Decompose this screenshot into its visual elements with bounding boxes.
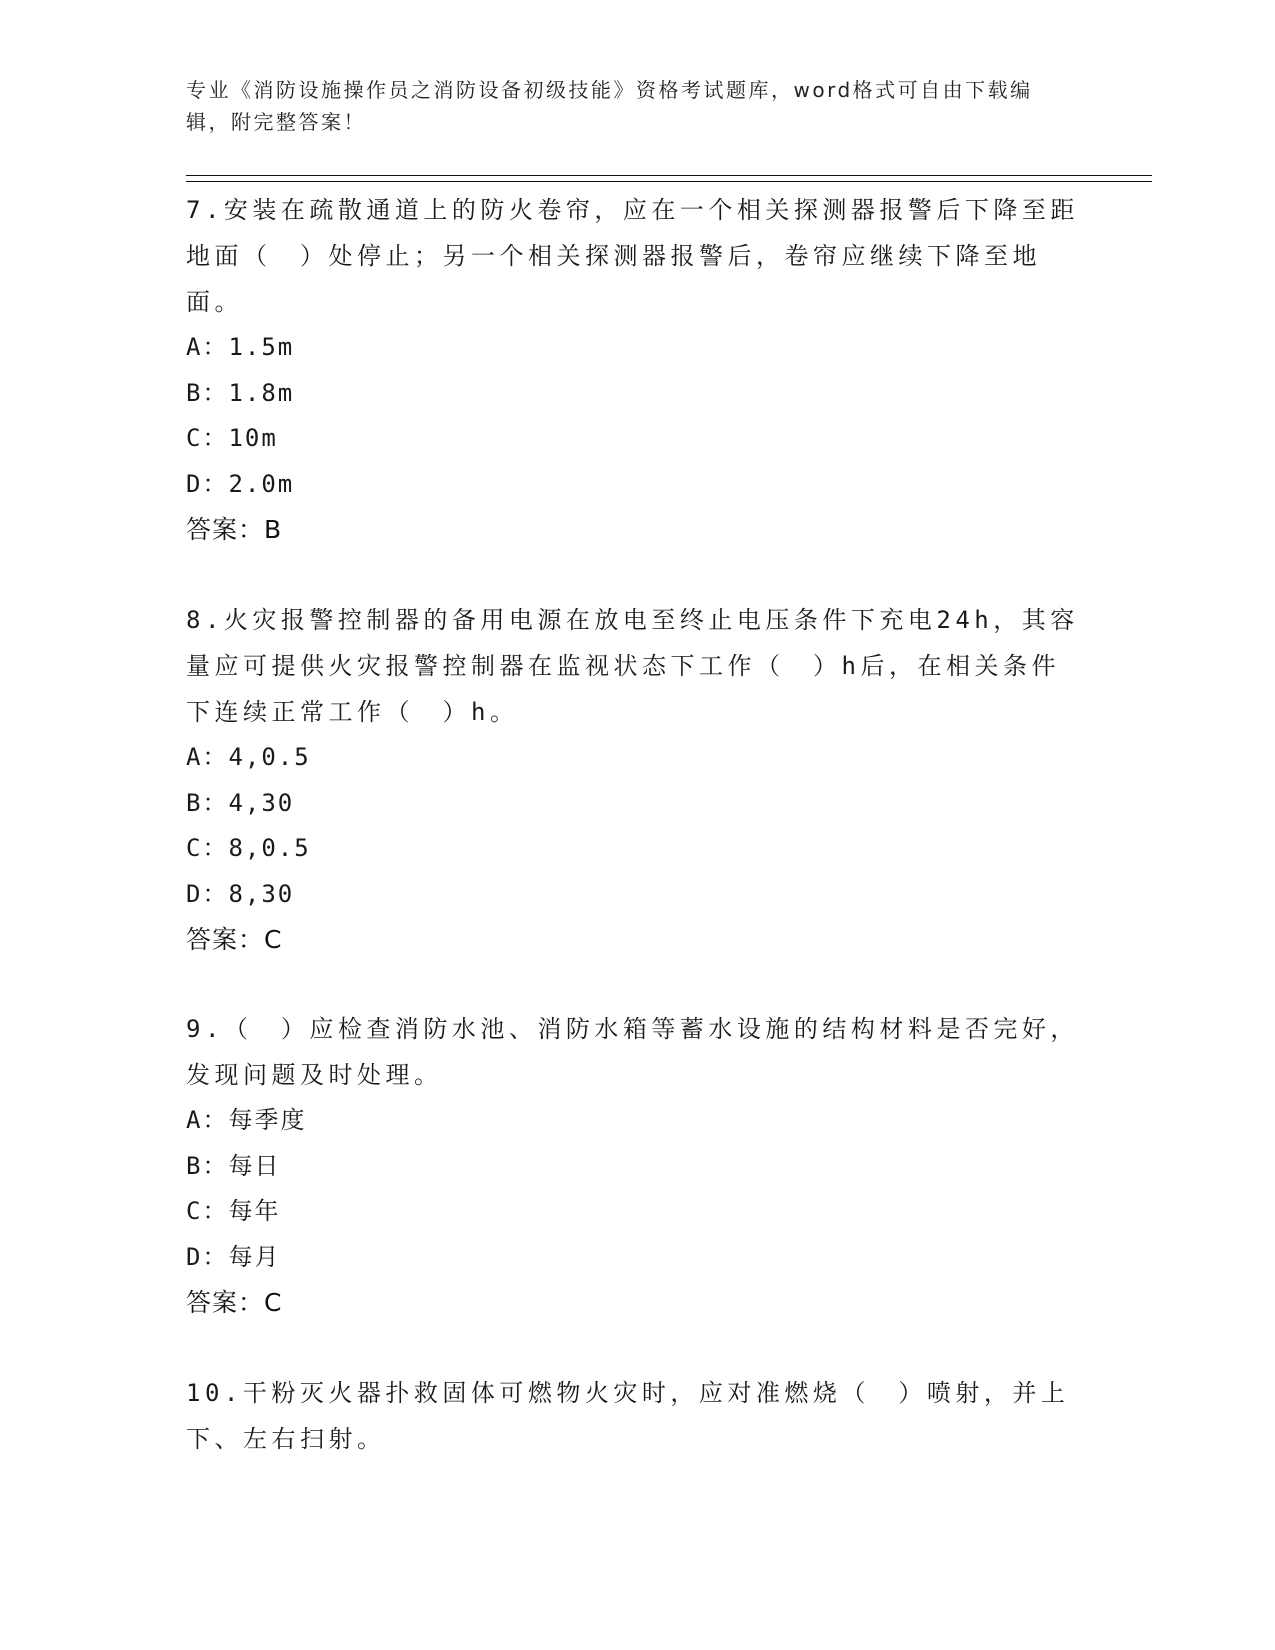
answer: 答案：B: [186, 515, 283, 544]
option-c: C：10m: [186, 424, 278, 452]
answer: 答案：C: [186, 1288, 283, 1317]
header-divider-top: [186, 175, 1152, 176]
document-header: 专业《消防设施操作员之消防设备初级技能》资格考试题库，word格式可自由下载编辑，附完整答案！: [186, 78, 1033, 134]
header-divider-bottom: [186, 181, 1152, 182]
question-8: [186, 597, 1086, 963]
question-text: 9.（ ）应检查消防水池、消防水箱等蓄水设施的结构材料是否完好，发现问题及时处理。: [186, 1015, 1079, 1089]
question-text: 8.火灾报警控制器的备用电源在放电至终止电压条件下充电24h，其容量应可提供火灾报警控制器在监视状态下工作（ ）h后，在相关条件下连续正常工作（ ）h。: [186, 606, 1079, 726]
question-10: [186, 1370, 1086, 1462]
question-7: [186, 187, 1086, 553]
option-b: B：每日: [186, 1151, 281, 1180]
option-d: D：8,30: [186, 879, 295, 908]
option-a: A：1.5m: [186, 333, 295, 361]
question-9: [186, 1006, 1086, 1326]
option-c: C：8,0.5: [186, 834, 311, 862]
option-a: A：4,0.5: [186, 743, 311, 771]
question-text: 7.安装在疏散通道上的防火卷帘，应在一个相关探测器报警后下降至距地面（ ）处停止；另一个相关探测器报警后，卷帘应继续下降至地面。: [186, 196, 1079, 316]
option-b: B：1.8m: [186, 378, 295, 407]
option-c: C：每年: [186, 1197, 281, 1225]
option-b: B：4,30: [186, 788, 295, 817]
option-d: D：每月: [186, 1242, 281, 1271]
question-text: 10.干粉灭火器扑救固体可燃物火灾时，应对准燃烧（ ）喷射，并上下、左右扫射。: [186, 1379, 1070, 1453]
option-d: D：2.0m: [186, 469, 295, 498]
option-a: A：每季度: [186, 1106, 307, 1134]
answer: 答案：C: [186, 925, 283, 954]
